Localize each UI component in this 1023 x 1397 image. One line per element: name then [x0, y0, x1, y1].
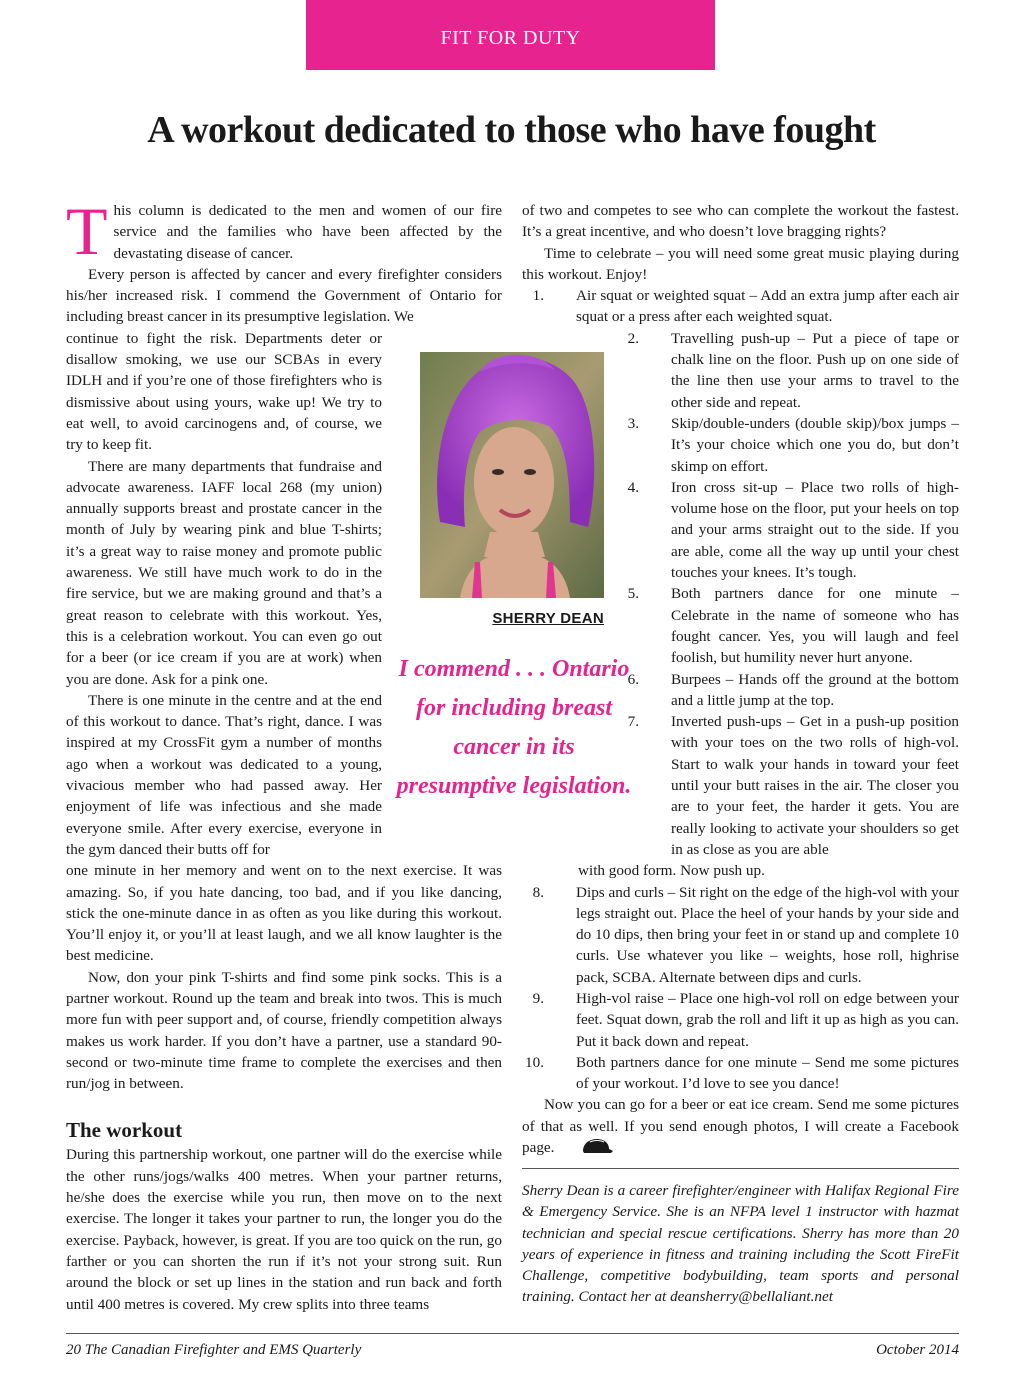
drop-cap: T [66, 193, 108, 269]
list-item: 1. Air squat or weighted squat – Add an extra jump after each air squat or a press after each weighted squat. [532, 287, 959, 326]
pull-quote: I commend . . . Ontario for including breast cancer in its presumptive legislation. [396, 656, 632, 799]
closing-paragraph: Now you can go for a beer or eat ice cream. Send me some pictures of that as well. If you send enough photos, I will create a Facebook page. [522, 1094, 959, 1161]
list-item: 9. High-vol raise – Place one high-vol roll on edge between your feet. Squat down, grab the roll and lift it up as high as you can. Put it back down and repeat. [532, 989, 959, 1050]
intro-paragraph-3: There are many departments that fundraise and advocate awareness. IAFF local 268 (my union) annually supports breast and prostate cancer in the month of July by wearing pink and blue T-shirts; it’s a great way to raise money and promote public awareness. We still have much work to do in the fire service, but we are making ground and that’s a great reason to celebrate with this workout. Yes, this is a celebration workout. You can even go out for a beer (or ice cream if you are at work) when you are done. Ask for a pink one. [66, 457, 382, 688]
list-item: 5. Both partners dance for one minute – Celebrate in the name of someone who has fought cancer. Yes, you will laugh and feel foolish, but humility never hurt anyone. [627, 585, 959, 667]
workout-paragraph: During this partnership workout, one partner will do the exercise while the other runs/jogs/walks 400 metres. When your partner returns, he/she does the exercise while you run, then move on to the next exercise. The longer it takes your partner to run, the longer you do the exercise. Payback, however, is great. If you are too quick on the run, go farther or you can shorten the run if it’s not your strong suit. Run around the block or set up lines in the station and run back and forth until 400 metres is covered. My crew splits into three teams [66, 1146, 502, 1313]
right-paragraph-1: of two and competes to see who can complete the workout the fastest. It’s a great incentive, and who doesn’t love bragging rights? [522, 202, 959, 241]
section-banner: FIT FOR DUTY [306, 0, 715, 70]
divider [522, 1168, 959, 1169]
intro-paragraph-2-continued: continue to fight the risk. Departments deter or disallow smoking, we use our SCBAs in every IDLH and if you’re one of those firefighters who is dismissive about using yours, wake up! We try to eat well, to avoid carcinogens and, of course, we try to keep fit. [66, 329, 382, 454]
headline: A workout dedicated to those who have fought [147, 109, 876, 151]
intro-paragraph-1 [66, 193, 502, 269]
list-item-continued: with good form. Now push up. [578, 862, 765, 880]
intro-paragraph-1-text: his column is dedicated to the men and women of our fire service and the families who have been affected by the devastating disease of cancer. [113, 202, 502, 262]
list-item: 3. Skip/double-unders (double skip)/box jumps – It’s your choice which one you do, but don’t skimp on effort. [627, 414, 959, 475]
intro-paragraph-5: Now, don your pink T-shirts and find some pink socks. This is a partner workout. Round up the team and break into twos. This is much more fun with peer support and, of course, friendly competition always makes us work harder. If you don’t have a partner, use a standard 90-second or two-minute time frame to complete the exercises and then run/jog in between. [66, 968, 502, 1093]
workout-heading: The workout [66, 1118, 183, 1143]
footer-rule [66, 1333, 959, 1334]
author-bio: Sherry Dean is a career firefighter/engineer with Halifax Regional Fire & Emergency Service. She is an NFPA level 1 instructor with hazmat technician and special rescue certifications. Sherry has more than 20 years of experience in fitness and training including the Scott FireFit Challenge, competitive bodybuilding, team sports and personal training. Contact her at deansherry@bellaliant.net [522, 1182, 959, 1306]
list-item: 7. Inverted push-ups – Get in a push-up position with your toes on the two rolls of high-vol. Start to walk your hands in toward your feet until your butt raises in the air. The closer you are to your feet, the harder it gets. You are really looking to activate your shoulders so get in as close as you are able [627, 713, 959, 858]
right-paragraph-2: Time to celebrate – you will need some great music playing during this workout. Enjoy! [522, 244, 959, 283]
footer-right: October 2014 [876, 1342, 959, 1358]
footer-left: 20 The Canadian Firefighter and EMS Quarterly [66, 1342, 362, 1358]
list-item: 10. Both partners dance for one minute – Send me some pictures of your workout. I’d love to see you dance! [525, 1053, 959, 1093]
list-item: 6. Burpees – Hands off the ground at the bottom and a little jump at the top. [627, 670, 959, 709]
intro-paragraph-4: There is one minute in the centre and at the end of this workout to dance. That’s right, dance. I was inspired at my CrossFit gym a number of months ago when a workout was dedicated to a young, vivacious member who had passed away. Her enjoyment of life was infectious and she made everyone smile. After every exercise, everyone in the gym danced their butts off for [66, 691, 382, 858]
photo-caption: SHERRY DEAN [492, 610, 604, 627]
intro-paragraph-2: Every person is affected by cancer and every firefighter considers his/her increased risk. I commend the Government of Ontario for including breast cancer in its presumptive legislation. We [66, 265, 502, 326]
list-item: 4. Iron cross sit-up – Place two rolls of high-volume hose on the floor, put your heels on top and your arms straight out to the side. If you are able, come all the way up until your chest touches your knees. It’s tough. [627, 478, 959, 582]
firefighter-helmet-icon [558, 1138, 614, 1161]
list-item: 8. Dips and curls – Sit right on the edge of the high-vol with your legs straight out. Place the heel of your hands by your side and do 10 dips, then bring your feet in or stand up and complete 10 curls. Use whatever you like – weights, hose roll, highrise pack, SCBA. Alternate between dips and curls. [532, 883, 959, 986]
list-item: 2. Travelling push-up – Put a piece of tape or chalk line on the floor. Push up on one side of the line then use your arms to travel to the other side and repeat. [627, 329, 959, 411]
intro-paragraph-4-continued: one minute in her memory and went on to the next exercise. It was amazing. So, if you hate dancing, too bad, and if you like dancing, stick the one-minute dance in as often as you like during this workout. You’ll enjoy it, or you’ll at least laugh, and we all know laughter is the best medicine. [66, 862, 502, 965]
author-photo [420, 352, 604, 598]
